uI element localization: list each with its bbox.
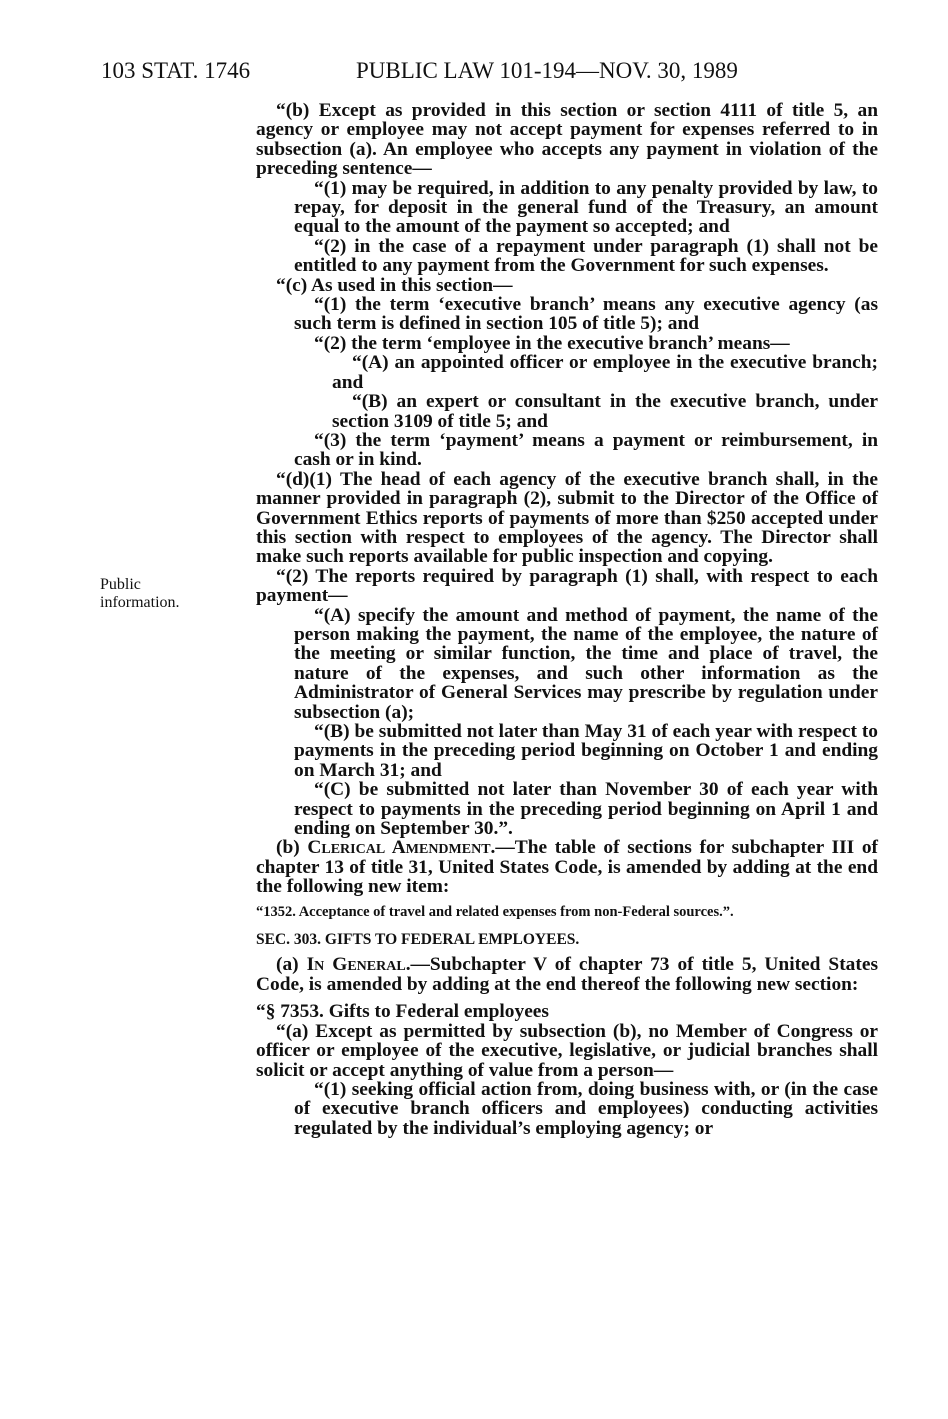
in-general-paragraph xyxy=(256,955,878,994)
paragraph-c: “(c) As used in this section— xyxy=(276,274,513,296)
subsection-label: (b) xyxy=(276,837,308,859)
paragraph-c2b: “(B) an expert or consultant in the executive branch, under section 3109 of title 5; and xyxy=(332,391,878,432)
paragraph-d2: “(2) The reports required by paragraph (1) shall, with respect to each payment— xyxy=(256,565,878,607)
paragraph-d2c: “(C) be submitted not later than November 30 of each year with respect to payments in the preceding period beginning on April 1 and ending on September 30.”. xyxy=(294,779,878,840)
section-303-heading: SEC. 303. GIFTS TO FEDERAL EMPLOYEES. xyxy=(256,931,580,949)
paragraph-c3: “(3) the term ‘payment’ means a payment or reimbursement, in cash or in kind. xyxy=(294,429,878,471)
clerical-amendment xyxy=(256,838,878,896)
subsection-text: .—The table of sections for subchapter III of chapter 13 of title 31, United States Code, is amended by adding at the end the following new item: xyxy=(256,837,878,898)
paragraph-d2b: “(B) be submitted not later than May 31 of each year with respect to payments in the preceding period beginning on October 1 and ending on March 31; and xyxy=(294,721,878,781)
subsection-text: .—Subchapter V of chapter 73 of title 5, United States Code, is amended by adding at the end thereof the following new section: xyxy=(256,954,878,995)
page-law-header: PUBLIC LAW 101-194—NOV. 30, 1989 xyxy=(356,58,738,83)
subsection-heading: Clerical Amendment xyxy=(307,837,491,859)
paragraph-b1: “(1) may be required, in addition to any penalty provided by law, to repay, for deposit in the general fund of the Treasury, an amount equal to the amount of the payment so accepted; and xyxy=(294,177,878,238)
margin-note xyxy=(100,576,180,612)
paragraph-b: “(b) Except as provided in this section or section 4111 of title 5, an agency or employee may not accept payment for expenses referred to in subsection (a). An employee who accepts any payment in violation of the preceding sentence— xyxy=(256,100,878,180)
paragraph-d1: “(d)(1) The head of each agency of the executive branch shall, in the manner provided in paragraph (2), submit to the Director of the Office of Government Ethics reports of payments of more than $250 accepted under this section with respect to employees of the agency. The Director shall make such reports available for public inspection and copying. xyxy=(256,468,878,568)
section-7353-heading: “§ 7353. Gifts to Federal employees xyxy=(256,1001,549,1023)
table-of-sections-item: “1352. Acceptance of travel and related expenses from non-Federal sources.”. xyxy=(256,903,734,920)
paragraph-c2: “(2) the term ‘employee in the executive branch’ means— xyxy=(314,332,790,354)
statute-body xyxy=(256,101,878,1138)
subsection-heading: In General xyxy=(306,954,406,976)
page-stat-citation: 103 STAT. 1746 xyxy=(101,58,251,83)
paragraph-c1: “(1) the term ‘executive branch’ means any executive agency (as such term is defined in section 105 of title 5); and xyxy=(294,294,878,335)
subsection-label: (a) xyxy=(276,954,307,976)
margin-note-line: Public xyxy=(100,576,141,593)
paragraph-b2: “(2) in the case of a repayment under paragraph (1) shall not be entitled to any payment from the Government for such expenses. xyxy=(294,235,878,277)
paragraph-7353a: “(a) Except as permitted by subsection (b), no Member of Congress or officer or employee of the executive, legislative, or judicial branches shall solicit or accept anything of value from a person— xyxy=(256,1020,878,1081)
paragraph-c2a: “(A) an appointed officer or employee in the executive branch; and xyxy=(332,352,878,393)
paragraph-d2a: “(A) specify the amount and method of payment, the name of the person making the payment, the name of the employee, the nature of the meeting or similar function, the time and place of travel, the nature of the expenses, and such other information as the Administrator of General Services may prescribe by regulation under subsection (a); xyxy=(294,604,878,723)
margin-note-line: information. xyxy=(100,594,180,611)
paragraph-7353a1: “(1) seeking official action from, doing business with, or (in the case of executive branch officers and employees) conducting activities regulated by the individual’s employing agency; or xyxy=(294,1078,878,1139)
